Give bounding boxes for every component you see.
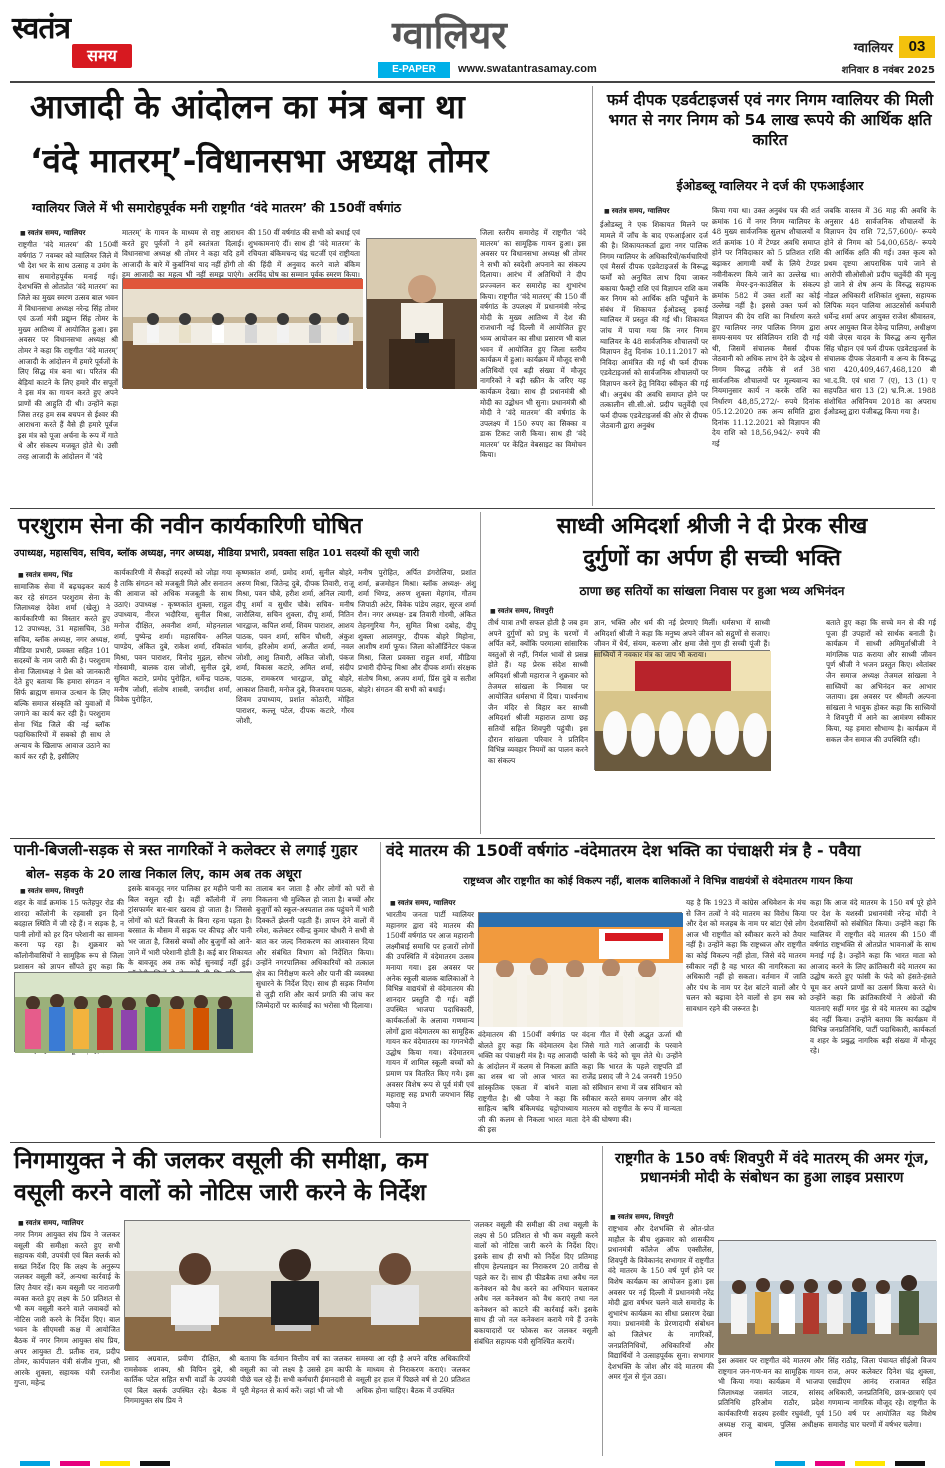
epaper-label: E-PAPER (378, 62, 450, 78)
story4-col1: तीर्थ यात्रा तभी सफल होती है जब हम अपने दुर्गुणों को प्रभु के चरणों में अर्पित करें, क्योंकि परमात्मा सांसारिक वस्तुओं से नहीं, निर्मल भावों से प्रसन्न होते हैं। यह प्रेरक संदेश साध्वी अमिदर्शा श्रीजी महाराज ने शुक्रवार को तेजमल सांखला के निवास पर आयोजित धर्मसभा में दिया। पार्श्वनाथ जैन मंदिर से विहार कर साध्वी अमिदर्शा श्रीजी महाराज ठाणा छह सतियों सहित शिवपुरी पहुंची। इस दौरान सांखला परिवार ने प्रतिदिन विभिन्न व्यवहार नियमों का पालन करने का संकल्प (488, 618, 588, 765)
story4-col4: बताते हुए कहा कि सच्चे मन से की गई पूजा ही उपहारों को सार्थक बनाती है। कार्यक्रम में साध्वी अमिमुर्ताश्रीजी ने मांगलिक पाठ कराया और साध्वी जीवन पूर्ण श्रीजी ने भजन प्रस्तुत किए। श्वेतांबर जैन समाज अध्यक्ष तेजमल सांखला ने साध्वियों का अभिनंदन कर आभार जताया। इस अवसर पर श्रीमती अल्पना सांखला ने भावुक होकर कहा कि साध्वियों ने शिवपुरी में आने का आमंत्रण स्वीकार किया, यह हमारा सौभाग्य है। कार्यक्रम में सकल जैन समाज की उपस्थिति रही। (826, 618, 936, 744)
corner-city: ग्वालियर (853, 41, 893, 56)
story3-col2: कार्यकारिणी में सैकड़ों सदस्यों को जोड़ा गया है ताकि संगठन को मजबूती मिले और सनातन की आवाज को अधिक मजबूती के साथ उठाएं। उपाध्यक्ष - कृष्णकांत शुक्ला, राहुल उपाध्याय, नीरज भदौरिया, सुनील मिश्रा, मनोज दीक्षित, अवनीश शर्मा, मोहनलाल शर्मा, पुष्पेन्द्र शर्मा। महासचिव- अनिल पाण्डेय, अंकित दुबे, राकेश शर्मा, रविकांत मिश्रा, पवन पाराशर, विनोद मुद्गल, सौरभ गोस्वामी, बालक दास जोशी, सुनील दुबे, सुमित कटारे, प्रमोद पुरोहित, धर्मेन्द्र पाठक, मनीष जोशी, संतोष शास्त्री, जगदीश शर्मा, विवेक पुरोहित, (114, 568, 232, 705)
story4-col2: ज्ञान, भक्ति और धर्म की नई प्रेरणाएं मिलीं। धर्मसभा में साध्वी अमिदर्शा श्रीजी ने कहा कि मनुष्य अपने जीवन को सद्गुणों से सजाए। जीवन में धैर्य, संयम, करुणा और क्षमा जैसे गुण ही सच्ची पूंजी हैं। साध्वियों ने नवकार मंत्र का जाप भी कराया। (594, 618, 770, 659)
story7-headline-1: निगमायुक्त ने की जलकर वसूली की समीक्षा, कम (14, 1148, 428, 1174)
story6-byline: ■ स्वतंत्र समय, ग्वालियर (390, 898, 455, 908)
story6-col1: भारतीय जनता पार्टी ग्वालियर महानगर द्वारा वंदे मातरम की 150वीं वर्षगांठ पर आज महारानी लक्ष्मीबाई समाधि पर हजारों लोगों की उपस्थिति में वंदेमातरम उत्सव मनाया गया। इस अवसर पर अनेक स्कूली बालक बालिकाओं ने विभिन्न वाद्ययंत्रों से वंदेमातरम की शानदार प्रस्तुति दी गई। वहीं उपस्थित भाजपा पदाधिकारी, कार्यकर्ताओं के अलावा गणमान्य लोगों द्वारा वंदेमातरम का सामूहिक गायन कर वंदेमातरम का गगनभेदी उद्घोष किया गया। वंदेमातरम गायन में शामिल स्कूली बच्चों को प्रमाण पत्र वितरित किए गये। इस अवसर विशेष रूप से पूर्व मंत्री एवं महाराष्ट्र सह प्रभारी जयभान सिंह पवैया ने (386, 910, 474, 1110)
issue-date: शनिवार 8 नवंबर 2025 (841, 65, 935, 76)
story7-col1: नगर निगम आयुक्त संघ प्रिय ने जलकर वसूली की समीक्षा करते हुए सभी सहायक यंत्री, उपयंत्री एवं बिल क्लर्क को सख्त निर्देश दिए कि लक्ष्य के अनुरूप जलकर वसूली करें, अन्यथा कार्रवाई के लिए तैयार रहें। कम वसूली पर नाराजगी व्यक्त करते हुए लक्ष्य के 50 प्रतिशत से भी कम वसूली करने वाले जवाबदों को नोटिस जारी करने के निर्देश दिए। बाल भवन के सीएमसी कक्ष में आयोजित बैठक में नगर निगम आयुक्त संघ प्रिय, अपर आयुक्त टी. प्रतीक राव, प्रदीप तोमर, कार्यपालन यंत्री संजीव गुप्ता, श्री आरके शुक्ला, सहायक यंत्री रजनीश गुप्ता, महेन्द्र (14, 1230, 120, 1388)
story4-photo (594, 650, 770, 770)
story5-headline: पानी-बिजली-सड़क से त्रस्त नागरिकों ने कलेक्टर से लगाई गुहार (14, 841, 358, 859)
story2-subhead: ईओडब्लू ग्वालियर ने दर्ज की एफआईआर (676, 178, 864, 193)
story2-col2: किया गया था। उक्त अनुबंध पत्र की शर्त क्रमांक 16 में नगर निगम ग्वालियर के 48 मुख्य सार्वजनिक सुलभ शौचालयों व शर्त क्रमांक 10 में टेण्डर अवधि समाप्त होने पर निविदाकार को 5 प्रतिशत राशि बढ़ाकर आगामी वर्षों के लिये टेण्डर नवीनीकरण किये जाने का उल्लेख था। जबकि मेयर-इन-काउंसिल के संकल्प क्रमांक 582 में उक्त शर्तों का कोई उल्लेख नहीं है। इससे उक्त फर्म को विज्ञापन की देय राशि का निर्धारण करते हुए ग्वालियर नगर पालिक निगम द्वारा समय-समय पर संविलियन राशि दी गई थी, जिसमें संचालक मैसर्स दीपक जेठवानी को अधिक लाभ देने के उद्देश्य से निगम विरुद्ध तरीके से शर्त 38 सार्वजनिक शौचालयों पर मूल्यवान्य का नियमानुसार कार्य न करके राशि का निर्धारण 48,85,272/- रुपये दिनांक 05.12.2020 तक अन्य समिति द्वारा दिनांक 11.12.2021 को विज्ञापन की देय राशि को 18,56,942/- रुपये की गई (712, 206, 820, 449)
page-corner (790, 38, 935, 78)
story3-headline: परशुराम सेना की नवीन कार्यकारिणी घोषित (18, 514, 363, 539)
epaper-bar (378, 62, 798, 78)
story8-col2-top (718, 1210, 824, 1238)
story5-byline: ■ स्वतंत्र समय, शिवपुरी (20, 886, 83, 896)
story4-subhead: ठाणा छह सतियों का सांखला निवास पर हुआ भव्य अभिनंदन (579, 584, 845, 598)
story6-subhead: राष्ट्रध्वज और राष्ट्रगीत का कोई विकल्प नहीं, बालक बालिकाओं ने विभिन्न वाद्ययंत्रों से वंदेमातरम गायन किया (463, 876, 853, 887)
story4-headline-1: साध्वी अमिदर्शा श्रीजी ने दी प्रेरक सीख (556, 514, 868, 539)
website-link[interactable]: www.swatantrasamay.com (458, 63, 597, 75)
story5-subhead: बोल- सड़क के 20 लाख निकाल लिए, काम अब तक अधूरा (26, 866, 302, 881)
story1-col2 (122, 392, 240, 502)
story2-byline: ■ स्वतंत्र समय, ग्वालियर (604, 206, 669, 216)
story1-col3-text: की 150 वीं वर्षगांठ की सभी को बधाई एवं शुभकामनाएं दीं। साथ ही ‘वंदे मातरम’ के रचियता बंकिमचन्द चंद्र चटर्जी एवं राष्ट्रीयता की हिंदी में अनुवाद करने वाले बंकिम अरविंद घोष का सम्मान पूर्वक स्मरण किया। (248, 228, 360, 280)
story4-col3-side (774, 618, 822, 834)
story1-subhead: ग्वालियर जिले में भी समारोहपूर्वक मनी राष्ट्रगीत ‘वंदे मातरम’ की 150वीं वर्षगांठ (32, 200, 401, 215)
story8-byline: ■ स्वतंत्र समय, शिवपुरी (610, 1212, 673, 1222)
section-divider-2 (10, 838, 935, 839)
divider (602, 1146, 603, 1456)
story3-col1: सामाजिक सेवा में बढ़चढ़कर कार्य कर रहे संगठन परशुराम सेना के जिलाध्यक्ष देवेश शर्मा (खेलू) ने कार्यकारिणी का विस्तार करते हुए 12 उपाध्यक्ष, 31 महासचिव, 38 सचिव, ब्लॉक अध्यक्ष, नगर अध्यक्ष, मीडिया प्रभारी, प्रवक्ता सहित 101 सदस्यों के नाम जारी की है। परशुराम सेना जिलाध्यक्ष ने प्रेस को जानकारी देते हुए बताया कि हमारा संगठन न सिर्फ ब्राह्मण समाज उत्थान के लिए बल्कि समाज संस्कृति को युवाओं में जगाने का कार्य कर रही है। परशुराम सेना भिंड जिले की नई ब्लॉक पदाधिकारियों में सबको ही साथ ले अन्याय के खिलाफ आवाज उठाने का कार्य कर रही है, इसीलिए (14, 582, 110, 761)
story1-col3 (246, 392, 362, 502)
story1-col1: राष्ट्रगीत ‘वंदे मातरम’ की 150वीं वर्षगांठ 7 नवम्बर को ग्वालियर जिले में भी देश भर के साथ उत्साह व उमंग के साथ समारोहपूर्वक मनाई गई। देशभक्ति से ओतप्रोत ‘वंदे मातरम’ का जिले का मुख्य स्मरण उत्सव बाल भवन में विधानसभा अध्यक्ष नरेन्द्र सिंह तोमर एवं ऊर्जा मंत्री प्रद्युम्न सिंह तोमर के मुख्य आतिथ्य में आयोजित हुआ। इस अवसर पर विधानसभा अध्यक्ष श्री तोमर ने कहा कि राष्ट्रगीत ‘वंदे मातरम्’ आजादी के आंदोलन में हमारे पूर्वजों के लिए सिद्ध मंत्र बना था। परितंत्र की बेड़ियां काटने के लिए हमारे वीर सपूतों ने इस मंत्र का गायन करते हुए अपने प्राणों की आहुति दी थी। उन्होंने कहा जिस तरह हम सब बचपन से ईश्वर की आराधना करते हैं वैसे ही हमारे पूर्वज इस मंत्र को पूजा अर्चना के रूप में गाते थे और संकल्प मजबूत होते थे। उसी तरह आजादी के आंदोलन में ‘वंदे (18, 240, 118, 461)
story6-headline: वंदे मातरम की 150वीं वर्षगांठ -वंदेमातरम देश भक्ति का पंचाक्षरी मंत्र है - पवैया (386, 841, 861, 860)
section-divider-3 (10, 1142, 935, 1143)
story3-subhead: उपाध्यक्ष, महासचिव, सचिव, ब्लॉक अध्यक्ष, नगर अध्यक्ष, मीडिया प्रभारी, प्रवक्ता सहित 101 सदस्यों की सूची जारी (14, 548, 420, 559)
story1-byline: ■ स्वतंत्र समय, ग्वालियर (20, 228, 85, 238)
story1-col3-top (248, 228, 360, 280)
page-number: 03 (899, 36, 935, 58)
story1-col2-top (122, 228, 244, 280)
story1-col4-visible (366, 392, 476, 502)
story1-photo-stage (122, 278, 362, 388)
story8-col2: इस अवसर पर राष्ट्रगीत वंदे मातरम और राष्ट्रगान जन-गण-मन का सामूहिक गायन भी किया गया। कार्यक्रम में भाजपा जिलाध्यक्ष जसमंत जाटव, सांसद प्रतिनिधि हरिओम राठौर, प्रदेश कार्यकारिणी सदस्य हरवीर रघुवंशी, पूर्व अध्यक्ष राजू बाथम, पुलिस अधीक्षक अमन (718, 1356, 824, 1440)
story5-col1: शहर के वार्ड क्रमांक 15 फतेहपुर रोड की शारदा कॉलोनी के रहवासी इन दिनों बदहाल स्थिति में जी रहे हैं। न सड़क है, न पानी लोगों को हर दिन परेशानी का सामना करना पड़ रहा है। शुक्रवार को कॉलोनीवासियों ने सामूहिक रूप से जिला प्रशासन को ज्ञापन सौंपते हुए कहा कि (14, 898, 124, 971)
story1-col2-text: मातरम्’ के गायन के माध्यम से राष्ट्र आराधन करते हुए पूर्वजों ने हमें स्वतंत्रता दिलाई। विधानसभा अध्यक्ष श्री तोमर ने कहा यदि हमें आजादी के बारे में कुर्बानियां याद नहीं होंगी तो हम आजादी का महत्व भी नहीं समझ पाएंगे। (122, 228, 244, 280)
story8-col1: राष्ट्रभाव और देशभक्ति से ओत-प्रोत माहौल के बीच शुक्रवार को शासकीय प्रधानमंत्री कॉलेज ऑफ एक्सीलेंस, शिवपुरी के विवेकानंद सभागार में राष्ट्रगीत वंदे मातरम के 150 वर्ष पूर्ण होने पर विशेष कार्यक्रम का आयोजन हुआ। इस अवसर पर नई दिल्ली में प्रधानमंत्री नरेंद्र मोदी द्वारा वर्षभर चलने वाले समारोह के शुभारंभ कार्यक्रम का सीधा प्रसारण देखा गया। प्रधानमंत्री के प्रेरणादायी संबोधन को जिलेभर के नागरिकों, जनप्रतिनिधियों, अधिकारियों और विद्यार्थियों ने उत्साहपूर्वक सुना। सभागार देशभक्ति के जोश और वंदे मातरम की अमर गूंज से गूंज उठा। (608, 1224, 714, 1382)
story2-headline: फर्म दीपक एडर्वटाइजर्स एवं नगर निगम ग्वालियर की मिली भगत से नगर निगम को 54 लाख रूपये की आर्थिक क्षति कारित (606, 91, 934, 149)
story3-byline: ■ स्वतंत्र समय, भिंड (18, 570, 72, 580)
color-registration-bar (0, 1458, 945, 1468)
story2-col3: जबकि वास्तव में 36 माह की अवधि के अनुसार 48 सार्वजनिक शौचालयों के विज्ञापन देय राशि 72,57,600/- रूपये होने से निगम को 54,00,658/- रूपये की आर्थिक क्षति की गई। उक्त कृत्य को प्रथम दृष्टया आपराधिक पाये जाने से आरोपी सीओसीओ प्रदीप चतुर्वेदी की मृत्यु हो जाने से शेष अन्य के विरुद्ध सहायक नोडल अधिकारी शशिकांत शुक्ला, सहायक लिपिक मदन पालिया आउटसोर्स कर्मचारी धर्मेन्द्र शर्मा अपर आयुक्त राजेश श्रीवास्तव, अपर आयुक्त विज देवेन्द्र पालिया, अधीक्षण यंत्री जेएस यादव के विरुद्ध अन्य सुनील सिंह चौहान एवं फर्म दीपक एडवेटाइजर्स के संचालक दीपक जेठवानी व अन्य के विरूद्ध धारा 420,409,467,468,120 बी भा.द.वि. एवं धारा 7 (ए), 13 (1) ए सहपठित धारा 13 (2) भ्र.नि.अ. 1988 संशोधित अधिनियम 2018 का अपराध ईओडब्लू द्वारा पंजीबद्ध किया गया है। (824, 206, 936, 417)
story1-col5: जिला स्तरीय समारोह में राष्ट्रगीत ‘वंदे मातरम’ का सामूहिक गायन हुआ। इस अवसर पर विधानसभा अध्यक्ष श्री तोमर ने सभी को स्वदेशी अपनाने का संकल्प दिलाया। आरंभ में अतिथियों ने दीप प्रज्ज्वलन कर समारोह का शुभारंभ किया। राष्ट्रगीत ‘वंदे मातरम्’ की 150 वीं वर्षगांठ के उपलक्ष्य में प्रधानमंत्री नरेन्द्र मोदी के मुख्य आतिथ्य में देश की राजधानी नई दिल्ली में आयोजित हुए भव्य आयोजन का सीधा प्रसारण भी बाल भवन में आयोजित हुए जिला स्तरीय कार्यक्रम में हुआ। कार्यक्रम में मौजूद सभी अतिथियों एवं बड़ी संख्या में मौजूद नागरिकों ने बड़ी स्क्रीन के जरिए यह कार्यक्रम देखा। साथ ही प्रधानमंत्री श्री मोदी का उद्बोधन भी सुना। प्रधानमंत्री श्री मोदी ने ‘वंदे मातरम’ की वर्षगांठ के उपलक्ष्य में 150 रुपए का सिक्का व डाक टिकट जारी किया। साथ ही ‘वंदे मातरम’ पर केंद्रित वेबसाइट का विमोचन किया। (480, 228, 587, 460)
story7-col5: जलकर वसूली की समीक्षा की तथा वसूली के लक्ष्य से 50 प्रतिशत से भी कम वसूली करने वालों को नोटिस जारी करने के निर्देश दिए। इसके साथ ही सभी को निर्देश दिए प्रतिमाह सीएम हेल्पलाइन का निराकरण 20 तारीख से पहले कर दें। साथ ही फीडबैक तथा अवैध नल कनेक्शन को वैध करने का अभियान चलाकर अवैध नल कनेक्शन को वैध कराएं तथा नल कनेक्शन को काटने की कार्रवाई करें। इसके साथ ही जो नल कनेक्शन कराये गये हैं उनके बकायादारों पर फोकस कर जलकर वसूली संबंधित सहायक यंत्री सुनिश्चित करायें। (474, 1220, 598, 1346)
story8-photo (718, 1240, 936, 1354)
story1-headline-1: आजादी के आंदोलन का मंत्र बना था (30, 87, 465, 126)
logo-bottom-box (72, 44, 132, 68)
story2-col1: ईओडब्लू ने एक शिकायत मिलने पर मामले में जाँच के बाद एफआईआर दर्ज की है। शिकायतकर्ता द्वारा नगर पालिक निगम ग्वालियर के अधिकारियों/कर्मचारियों एवं मैसर्स दीपक एडवेटाइजर्स के विरूद्ध फर्मों को अनुचित लाभ दिया जाकर बकाया फैक्ट्री राशि एवं विज्ञापन राशि कम कर निगम को आर्थिक क्षति पहुँचाने के संबंध में शिकायत ईओडब्लू इकाई ग्वालियर में प्रस्तुत की गई थी। शिकायत जांच में पाया गया कि नगर निगम ग्वालियर के 48 सार्वजनिक शौचालयों पर विज्ञापन हेतु दिनांक 10.11.2017 को निविदा आमंत्रित की गई थी फर्म दीपक एडवेटाइजर्स को सार्वजनिक शौचालयों पर विज्ञापन करने हेतु निविदा स्वीकृत की गई थी। अनुबंध की अवधि समाप्त होने पर तत्कालीन सी.सी.ओ. प्रदीप चतुर्वेदी एवं फर्म दीपक एडवेटाइजर्स की ओर से दीपक जेठवानी द्वारा अनुबंध (600, 220, 708, 431)
masthead (0, 0, 945, 80)
logo-bottom-text: समय (87, 46, 117, 65)
story7-col2: प्रसाद अग्रवाल, प्रवीण दीक्षित, श्री रामसेवक शाक्य, श्री विपिन दुबे, श्री कार्तिक पटेल सहित सभी वार्डों के उपयंत्री एवं बिल क्लर्क उपस्थित रहे। बैठक में निगमायुक्त संघ प्रिय ने (124, 1354, 236, 1406)
story7-headline-2: वसूली करने वालों को नोटिस जारी करने के निर्देश (14, 1180, 426, 1206)
story5-photo (14, 972, 252, 1052)
story3-col4: मनीष पुरोहित, अर्पित डंगरोलिया, प्रशांत शर्मा, ब्रजमोहन मिश्रा। ब्लॉक अध्यक्ष- अंशु शर्मा भिण्ड, अरुण शुक्ला मेहगांव, गौतम जिपाठी अटेर, विवेक पांडेय लहार, सूरज शर्मा रौन। नगर अध्यक्ष- डब तिवारी गोरमी, अंकित तेहनगुरिया गैन, सुमित मिश्रा दबोह, दीपू शुक्ला आलमपुर, दीपक बोहरे मिहोना, आशीष शर्मा फूफ। जिला कोऑर्डिनेटर पंकज मिश्रा, जिला प्रवक्ता राहुल शर्मा, मीडिया प्रभारी दीपेन्द्र मिश्रा और दीपक शर्मा। संरक्षक संतोष मिश्रा, अजय शर्मा, प्रिंस दुबे व सतीश बोहरे। संगठन की सभी को बधाई। (358, 568, 476, 694)
section-divider-1 (10, 508, 935, 509)
story8-headline: राष्ट्रगीत के 150 वर्षः शिवपुरी में वंदे मातरम् की अमर गूंज, प्रधानमंत्री मोदी के संबोधन का हुआ लाइव प्रसारण (615, 1151, 929, 1186)
masthead-divider (10, 81, 935, 83)
divider (592, 86, 593, 506)
story5-col3: तालाब बन जाता है और लोगों को घरों से निकलना भी मुश्किल हो जाता है। बच्चों और बुजुर्गों को स्कूल-अस्पताल तक पहुंचने में भारी दिक्कतें झेलनी पड़ती हैं। ज्ञापन देने वालों में रमेश, कलेक्टर रवीन्द्र कुमार चौधरी ने सभी से बात कर जल्द निराकरण का आश्वासन दिया और संबंधित विभाग को निर्देशित किया। उन्होंने नगरपालिका अधिकारियों को तत्काल क्षेत्र का निरीक्षण करने और पानी की व्यवस्था सुधारने के निर्देश दिए। साथ ही सड़क निर्माण से जुड़ी राशि और कार्य प्रगति की जांच कर जिम्मेदारों पर कार्रवाई का भरोसा भी दिलाया। (256, 884, 374, 1010)
story8-col3: सिंह राठौड़, जिला पंचायत सीईओ विजय राज, अपर कलेक्टर दिनेश चंद्र शुक्ला, एसडीएम आनंद राजावत सहित अधिकारी, जनप्रतिनिधि, छात्र-छात्राएं एवं गणमान्य नागरिक मौजूद रहे। राष्ट्रगीत के 150 वर्ष पर आयोजित यह विशेष समारोह चार चरणों में वर्षभर चलेगा। (828, 1356, 936, 1429)
story5-col2: इसके बावजूद नगर पालिका हर महीने पानी का बिल वसूल रही है। वहीं कॉलोनी में लगा ट्रांसफार्मर बार-बार खराब हो जाता है। जिससे लोगों को घंटों बिजली के बिना रहना पड़ता है। बरसात के मौसम में सड़क पर कीचड़ और पानी भर जाता है, जिससे बच्चों और बुजुर्गों को आने-जाने में भारी परेशानी होती है। कई बार शिकायत के बावजूद अब तक कोई सुनवाई नहीं हुई। (128, 884, 252, 968)
story1-photo-speaker (366, 238, 476, 388)
story7-photo (124, 1220, 470, 1350)
story6-photo (478, 912, 682, 1026)
story6-col4: यह है कि 1923 में कांग्रेस अधिवेशन के मंच से जिन तत्वों ने वंदे मातरम का विरोध किया और देश को मजहब के नाम पर बांटा ऐसे लोग आज भी राष्ट्रगीत को स्वीकार करने को तैयार नहीं है। उन्होंने कहा कि राष्ट्रध्वज और राष्ट्रगीत का कोई विकल्प नहीं होता, जिसे वंदे मातरम स्वीकार नहीं है वह भारत की नागरिकता का अधिकारी नहीं हो सकता। वर्तमान में जाति और पंथ के नाम पर देश बांटने वालों और पे चलन को बढ़ावा देने वालों से हम सब को सावधान रहने की जरूरत है। (686, 898, 806, 1013)
story4-byline: ■ स्वतंत्र समय, शिवपुरी (490, 606, 553, 616)
newspaper-logo (12, 6, 147, 76)
story7-byline: ■ स्वतंत्र समय, ग्वालियर (18, 1218, 83, 1228)
story6-col5: कहा कि आज वंदे मातरम के 150 वर्ष पूरे होने पर देश के यशस्वी प्रधानमंत्री नरेन्द्र मोदी ने देशवासियों को संबोधित किया। उन्होंने कहा कि ग्वालियर में राष्ट्रगीत वंदे मातरम की 150 वीं वर्षगांठ राष्ट्रभक्ति से ओतप्रोत भावनाओं के साथ मनाई गई है। उन्होंने कहा कि भारत माता को आजाद करने के लिए क्रांतिकारी वंदे मातरम का उद्घोष करते हुए फांसी के फंदे को हंसते-हंसते चूम कर अपने प्राणों का उत्सर्ग किया करते थे। उन्होंने कहा कि क्रांतिकारियों ने अंग्रेजों की यातनाएं सहीं मगर मुंह से वंदे मातरम का उद्घोष बंद नहीं किया। उन्होंने बताया कि कार्यक्रम में विभिन्न जनप्रतिनिधि, पार्टी पदाधिकारी, कार्यकर्ता व शहर के प्रबुद्ध नागरिक बड़ी संख्या में मौजूद रहे। (810, 898, 936, 1056)
story6-col3: वंदना गीत में ऐसी अद्भुत ऊर्जा थी जिसे गाते गाते आजादी के परवाने फांसी के फंदे को चूम लेते थे। उन्होंने कहा कि भारत के पहले राष्ट्रपति डॉ राजेंद्र प्रसाद जी ने 24 जनवरी 1950 को संविधान सभा में जब संविधान को स्वीकार करते समय जनगण और वंदे मातरम को राष्ट्रगीत के रूप में मान्यता देने की घोषणा की। (582, 1030, 682, 1124)
story4-headline-2: दुर्गुणों का अर्पण ही सच्ची भक्ति (583, 546, 841, 571)
divider (480, 512, 481, 834)
logo-top-text: स्वतंत्र (12, 11, 71, 46)
story1-headline-2: ‘वंदे मातरम्’-विधानसभा अध्यक्ष तोमर (30, 141, 489, 180)
story7-col4: समस्या आ रही है अपने वरिष्ठ अधिकारियों के माध्यम से निराकरण कराएं। जलकर वसूली हर हाल में पिछले वर्ष से 20 प्रतिशत अधिक होना चाहिए। बैठक में उपस्थित (356, 1354, 470, 1395)
story6-col2: वंदेमातरम की 150वीं वर्षगांठ पर बोलते हुए कहा कि वंदेमातरम देश भक्ति का पंचाक्षरी मंत्र है। यह आजादी के आंदोलन में कलम से निकला क्रांति का शस्त्र था जो आज भारत का सांस्कृतिक एकता में बांधने वाला राष्ट्रगीत है। श्री पवैया ने कहा कि साहित्य ऋषि बंकिमचंद्र चट्टोपाध्याय जी की कलम से निकला भारत माता की इस (478, 1030, 578, 1135)
story3-col3: कृष्णकांत शर्मा, प्रमोद शर्मा, सुनील बोहरे, अरुण मिश्रा, जितेन्द्र दुबे, दीपक तिवारी, राजू मिश्रा, पवन चौबे, हरीश शर्मा, अनिल त्यागी, दीपू शर्मा व सुधीर चौबे। सचिव- मनीष जारौलिया, सचिन शुक्ला, दीपू शर्मा, नितिन भारद्वाज, कपिल शर्मा, शिवम पाराशर, आशय पाठक, पवन शर्मा, सचिन चौधरी, अंकुश भार्गव, हरिओम शर्मा, अजीत शर्मा, नवल जोशी, आशु तिवारी, अंकित जोशी, पंकज शर्मा, विकास कटारे, अमित शर्मा, संदीप पाठक, रामकरण भारद्वाज, छोटू बोहरे, आकाश तिवारी, मनोज दुबे, विजयराम पाठक, शिवम उपाध्याय, प्रशांत कोठारी, मोहित पाराशर, कल्लू पटेल, दीपक कटारे, गौरव जोशी, (236, 568, 355, 726)
city-title: ग्वालियर (392, 13, 507, 57)
story7-col3: बताया कि वर्तमान वित्तीय वर्ष का जलकर वसूली का जो लक्ष्य है उससे हम काफी पीछे चल रहे हैं। सभी कर्मचारी ईमानदारी से पूरी मेहनत से कार्य करें। जहां भी जो भी (240, 1354, 352, 1395)
